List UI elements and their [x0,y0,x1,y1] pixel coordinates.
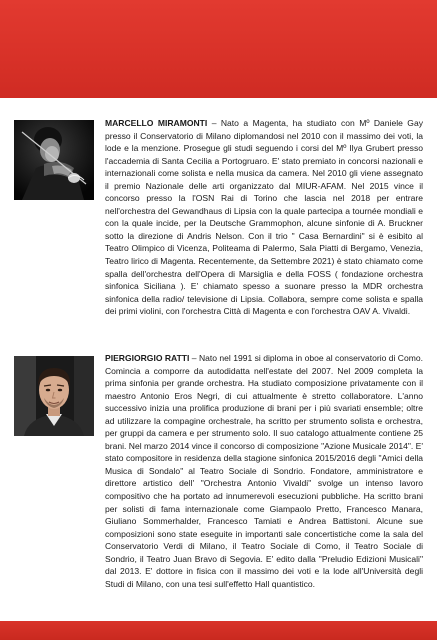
bio-text: – Nato a Magenta, ha studiato con Mº Daniele Gay presso il Conservatorio di Milano diplomandosi nel 2010 con il massimo dei voti, la lode e la menzione. Prosegue gli studi seguendo i corsi del Mº Ilya Grubert presso l'accademia di Santa Cecilia a Portogruaro. E' stato premiato in concorsi nazionali e internazionali come solista e nella musica da camera. Nel 2010 gli viene assegnato il premio Nazionale delle arti organizzato dal MIUR-AFAM. Nel 2015 vince il concorso presso la l'OSN Rai di Torino che lascia nel 2018 per entrare nell'orchestra del Gewandhaus di Lipsia con la quale partecipa a tournée mondiali e con la quale incide, per la Deutsche Grammophon, alcune sinfonie di A. Bruckner sotto la direzione di Andris Nelson. Con il trio " Casa Bernardini" si è esibito al Teatro Olimpico di Vicenza, Politeama di Palermo, Sala Piatti di Bergamo, Venezia, Teatro lirico di Magenta. Recentemente, da Settembre 2021) è stato chiamato come spalla dell'orchestra dell'Opera di Marsiglia e della FOSS ( fondazione orchestra sinfonica Siciliana ). E' chiamato spesso a suonare presso la MDR orchestra sinfonica della radio/ televisione di Lipsia. Collabora, sempre come solista e spalla dei primi violini, con l'orchestra Città di Magenta e con l'orchestra OAV A. Vivaldi. [105,118,423,317]
bio-text: – Nato nel 1991 si diploma in oboe al conservatorio di Como. Comincia a comporre da autodidatta nell'estate del 2007. Nel 2009 completa la prima sinfonia per grande orchestra. Ha studiato composizione privatamente con il maestro Antonio Eros Negri, di cui attualmente è stretto collaboratore. L'anno successivo inizia una prolifica produzione di brani per i più svariati ensemble; oltre ad utilizzare la compagine orchestrale, ha scritto per strumento solista e orchestra, per gruppi da camera e per strumento solo. Il suo catalogo attualmente contiene 25 brani. Nel marzo 2014 vince il concorso di composizione "Azione Musicale 2014". E' stato compositore in residenza della stagione sinfonica 2015/2016 degli "Amici della Musica di Sondalo" al Teatro Sociale di Sondrio. Fondatore, amministratore e direttore artistico dell' "Orchestra Antonio Vivaldi" svolge un intenso lavoro compositivo che ha portato ad innumerevoli esecuzioni pubbliche. Ha scritto brani per solisti di fama internazionale come Giampaolo Pretto, Francesco Manara, Giuliano Sommerhalder, Francesco Tamiati e Andrea Battistoni. Alcune sue composizioni sono state eseguite in importanti sale concertistiche come la sala del Conservatorio Verdi di Milano, il Teatro Sociale di Como, il Teatro Sociale di Sondrio, il Teatro Juan Bravo di Segovia. E' edito dalla "Preludio Edizioni Musicali" dal 2013. E' dottore in fisica con il massimo dei voti e la lode all'Università degli Studi di Milano, con una tesi sull'effetto Hall quantistico. [105,353,423,589]
top-red-band [0,0,437,98]
portrait-photo-marcello-miramonti [14,120,94,200]
bio-marcello-miramonti [105,117,423,318]
bio-piergiorgio-ratti [105,352,423,590]
bio-name: MARCELLO MIRAMONTI [105,118,208,128]
bio-name: PIERGIORGIO RATTI [105,353,190,363]
portrait-photo-piergiorgio-ratti [14,356,94,436]
bottom-red-band [0,621,437,640]
